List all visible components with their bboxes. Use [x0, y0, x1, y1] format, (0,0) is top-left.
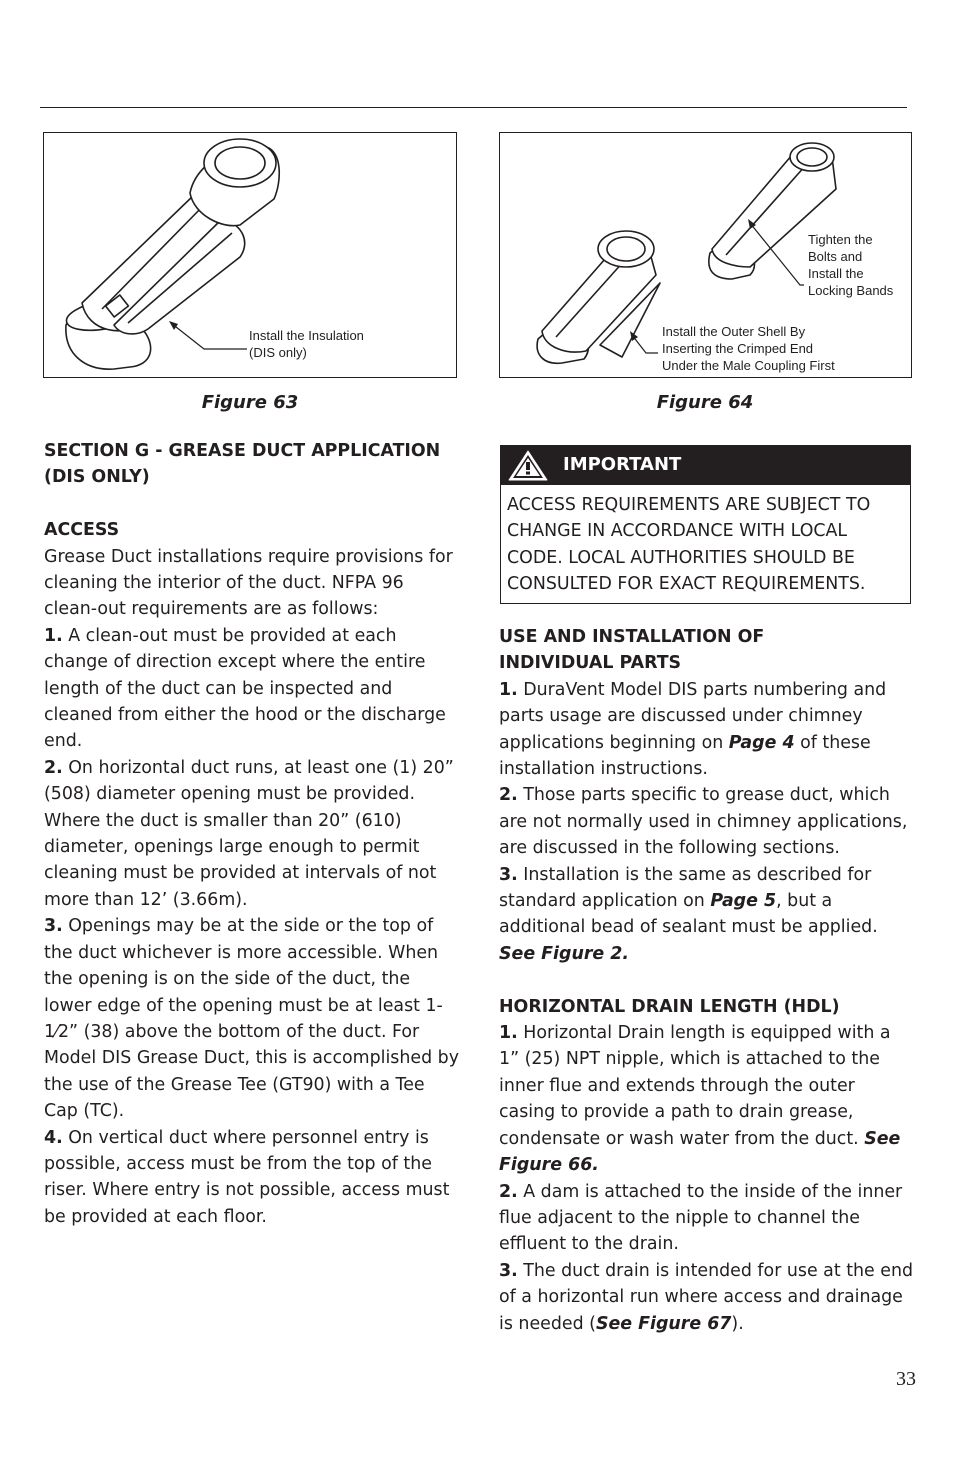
item-number: 3.	[44, 916, 63, 937]
important-title: IMPORTANT	[563, 454, 682, 475]
figure-63-callout: Install the Insulation (DIS only)	[249, 328, 364, 360]
use-heading	[499, 624, 914, 677]
figure-64-illustration	[499, 132, 912, 378]
use-item-3	[499, 862, 914, 968]
section-title-line-1: SECTION G - GREASE DUCT APPLICATION	[44, 441, 441, 461]
hdl-item-3	[499, 1258, 914, 1337]
item-number: 4.	[44, 1127, 63, 1148]
left-column	[44, 438, 462, 1230]
item-text: A clean-out must be provided at each change of direction except where the entire length of the duct can be inspected and cleaned from either the hood or the discharge end.	[44, 625, 446, 752]
section-title-line-2: (DIS ONLY)	[44, 467, 150, 488]
item-text: , but a additional bead of sealant must be applied.	[499, 891, 878, 938]
item-text: A dam is attached to the inside of the inner flue adjacent to the nipple to channel the effluent to the drain.	[499, 1181, 903, 1255]
important-banner	[501, 446, 910, 485]
important-notice	[500, 445, 911, 604]
item-number: 2.	[499, 785, 518, 806]
section-title	[44, 438, 462, 491]
figure-reference: See Figure 66.	[499, 1128, 901, 1176]
right-column	[499, 624, 914, 1337]
use-item-2	[499, 782, 914, 861]
figure-63-illustration	[43, 132, 457, 378]
item-number: 3.	[499, 864, 518, 885]
use-item-1	[499, 677, 914, 783]
access-item-4	[44, 1125, 462, 1231]
figure-63-caption: Figure 63	[201, 392, 299, 413]
figure-64-callout-bands: Tighten the Bolts and Install the Locking Bands	[808, 232, 894, 298]
item-number: 2.	[44, 757, 63, 778]
item-text: Installation is the same as described for standard application on	[499, 864, 872, 912]
use-heading-line-2: INDIVIDUAL PARTS	[499, 653, 682, 674]
hdl-heading: HORIZONTAL DRAIN LENGTH (HDL)	[499, 996, 840, 1017]
access-intro: Grease Duct installations require provisions for cleaning the interior of the duct. NFPA 96 clean-out requirements are as follows:	[44, 546, 453, 620]
warning-triangle-icon	[507, 449, 549, 482]
access-item-2	[44, 755, 462, 913]
item-number: 1.	[44, 625, 63, 646]
important-text: ACCESS REQUIREMENTS ARE SUBJECT TO CHANGE IN ACCORDANCE WITH LOCAL CODE. LOCAL AUTHORITIES SHOULD BE CONSULTED FOR EXACT REQUIREMENTS.	[507, 495, 871, 595]
item-number: 2.	[499, 1181, 518, 1202]
access-heading: ACCESS	[44, 520, 120, 541]
item-number: 1.	[499, 1023, 518, 1044]
figure-reference: See Figure 2.	[499, 943, 629, 964]
figure-64-callout-shell: Install the Outer Shell By Inserting the Crimped End Under the Male Coupling First	[662, 324, 835, 373]
item-number: 3.	[499, 1260, 518, 1281]
page-reference: Page 4	[728, 732, 795, 753]
item-text: ).	[731, 1313, 744, 1334]
item-text: On horizontal duct runs, at least one (1) 20” (508) diameter opening must be provided. Where the duct is smaller than 20” (610) diameter, openings large enough to permit cleaning must be provided at intervals of not more than 12’ (3.66m).	[44, 757, 454, 910]
hdl-item-2	[499, 1179, 914, 1258]
item-text: On vertical duct where personnel entry is possible, access must be from the top of the riser. Where entry is not possible, access must be provided at each floor.	[44, 1127, 450, 1227]
page-number: 33	[896, 1368, 916, 1390]
figure-reference: See Figure 67	[595, 1313, 732, 1334]
page-reference: Page 5	[710, 891, 777, 912]
item-text: Openings may be at the side or the top of the duct whichever is more accessible. When the opening is on the side of the duct, the lower edge of the opening must be at least 1-1⁄2” (38) above the bottom of the duct. For Model DIS Grease Duct, this is accomplished by the use of the Grease Tee (GT90) with a Tee Cap (TC).	[44, 916, 459, 1122]
item-text: Horizontal Drain length is equipped with a 1” (25) NPT nipple, which is attached to the inner flue and extends through the outer casing to provide a path to drain grease, condensate or wash water from the duct.	[499, 1023, 891, 1149]
use-heading-line-1: USE AND INSTALLATION OF	[499, 627, 765, 647]
figure-64-caption: Figure 64	[656, 392, 754, 413]
item-text: Those parts specific to grease duct, which are not normally used in chimney applications, are discussed in the following sections.	[499, 785, 908, 859]
header-rule	[40, 107, 907, 108]
hdl-item-1	[499, 1020, 914, 1178]
item-text: DuraVent Model DIS parts numbering and parts usage are discussed under chimney applications beginning on	[499, 679, 887, 753]
item-text: The duct drain is intended for use at the end of a horizontal run where access and drainage is needed (	[499, 1260, 914, 1334]
item-number: 1.	[499, 679, 518, 700]
access-item-3	[44, 913, 462, 1124]
access-item-1	[44, 623, 462, 755]
item-text: of these installation instructions.	[499, 732, 871, 780]
